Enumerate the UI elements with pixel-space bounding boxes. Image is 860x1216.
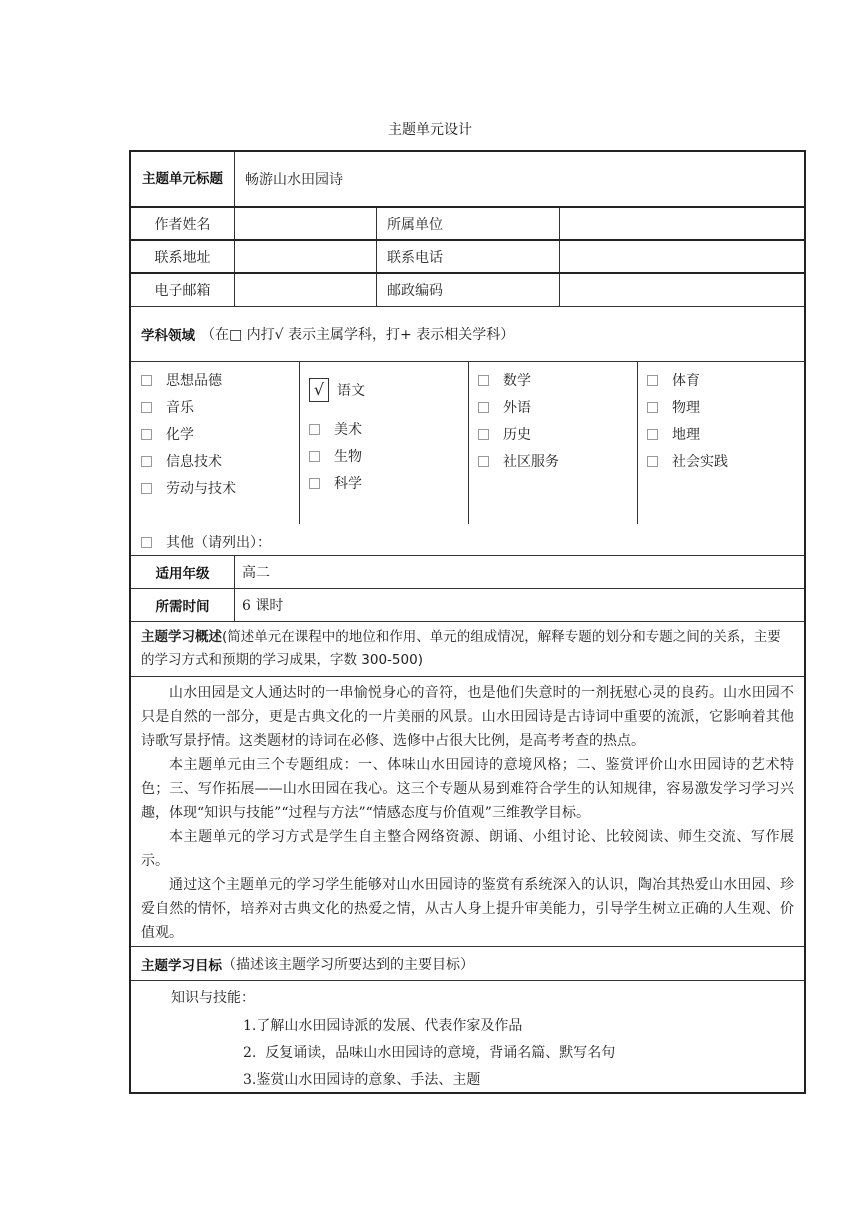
phone-label: 联系电话: [377, 241, 560, 272]
subject-checkbox-shuxue[interactable]: 数学: [478, 368, 531, 392]
subject-checkbox-shengwu[interactable]: 生物: [309, 444, 362, 468]
subject-checkbox-tiyu[interactable]: 体育: [647, 368, 700, 392]
overview-paragraph-1: 山水田园是文人通达时的一串愉悦身心的音符，也是他们失意时的一剂抚慰心灵的良药。山水田园不只是自然的一部分，更是古典文化的一片美丽的风景。山水田园诗是古诗词中重要的流派，它影响着其他诗歌写景抒情。这类题材的诗词在必修、选修中占很大比例，是高考考查的热点。: [141, 685, 794, 749]
unit-title-row: [131, 152, 804, 208]
subject-checkbox-huaxue[interactable]: 化学: [141, 422, 194, 446]
checkbox-icon: [309, 478, 320, 489]
checkbox-icon: [647, 375, 658, 386]
subject-checkbox-shequ[interactable]: 社区服务: [478, 449, 559, 473]
design-form-table: [129, 150, 806, 1094]
subject-checkbox-wuli[interactable]: 物理: [647, 395, 700, 419]
email-value[interactable]: [235, 274, 377, 306]
overview-instructions: (简述单元在课程中的地位和作用、单元的组成情况，解释专题的划分和专题之间的关系，主要的学习方式和预期的学习成果，字数 300-500): [141, 629, 781, 668]
org-label: 所属单位: [377, 208, 560, 239]
checkbox-icon: [141, 429, 152, 440]
overview-body: [131, 677, 804, 947]
overview-paragraph-3: 本主题单元的学习方式是学生自主整合网络资源、朗诵、小组讨论、比较阅读、师生交流、写作展示。: [141, 829, 794, 869]
time-value: 6 课时: [242, 598, 284, 614]
subject-checkbox-sixiang[interactable]: 思想品德: [141, 368, 222, 392]
column-divider: [637, 362, 638, 524]
subject-checkbox-shehui[interactable]: 社会实践: [647, 449, 728, 473]
checkbox-icon: [141, 402, 152, 413]
postcode-label: 邮政编码: [377, 274, 560, 306]
goals-body: [131, 981, 804, 1092]
overview-label: 主题学习概述: [141, 629, 222, 645]
goals-label: 主题学习目标: [141, 957, 222, 974]
subject-area-header-row: [131, 307, 804, 362]
checkbox-icon: [647, 429, 658, 440]
checkbox-icon: [647, 456, 658, 467]
unit-title-label: 主题单元标题: [131, 152, 235, 206]
checkbox-icon: [141, 483, 152, 494]
subject-checkbox-xinxi[interactable]: 信息技术: [141, 449, 222, 473]
author-row: [131, 208, 804, 241]
column-divider: [299, 362, 300, 524]
goals-header: [131, 947, 804, 980]
overview-paragraph-2: 本主题单元由三个专题组成：一、体味山水田园诗的意境风格；二、鉴赏评价山水田园诗的艺术特色；三、写作拓展——山水田园在我心。这三个专题从易到难符合学生的认知规律，容易激发学习学习兴趣，体现“知识与技能”“过程与方法”“情感态度与价值观”三维教学目标。: [141, 757, 794, 821]
checkbox-icon: [141, 537, 152, 548]
subject-checkbox-waiyu[interactable]: 外语: [478, 395, 531, 419]
email-row: [131, 274, 804, 307]
author-label: 作者姓名: [131, 208, 235, 239]
checkbox-icon: [309, 424, 320, 435]
grade-label: 适用年级: [131, 556, 235, 588]
subject-checkbox-meishu[interactable]: 美术: [309, 417, 362, 441]
column-divider: [468, 362, 469, 524]
grade-value: 高二: [242, 565, 270, 581]
overview-header: [141, 626, 794, 672]
goals-header-row: [131, 947, 804, 981]
overview-header-row: [131, 622, 804, 677]
org-value[interactable]: [560, 208, 804, 239]
subject-checkbox-laodong[interactable]: 劳动与技术: [141, 476, 236, 500]
checkbox-icon: [478, 429, 489, 440]
time-row: [131, 589, 804, 622]
subject-checkbox-dili[interactable]: 地理: [647, 422, 700, 446]
time-label: 所需时间: [131, 589, 235, 621]
author-value[interactable]: [235, 208, 377, 239]
checkbox-icon: [478, 375, 489, 386]
address-value[interactable]: [235, 241, 377, 272]
goal-item-2: 2. 反复诵读，品味山水田园诗的意境，背诵名篇、默写名句: [243, 1045, 616, 1061]
checkbox-icon: [478, 402, 489, 413]
email-label: 电子邮箱: [131, 274, 235, 306]
subject-checkbox-kexue[interactable]: 科学: [309, 471, 362, 495]
address-label: 联系地址: [131, 241, 235, 272]
grade-row: [131, 556, 804, 589]
subject-checkbox-lishi[interactable]: 历史: [478, 422, 531, 446]
subject-area-label: 学科领域: [141, 328, 195, 344]
checkbox-icon: [478, 456, 489, 467]
checkbox-icon: [141, 456, 152, 467]
goals-instructions: （描述该主题学习所要达到的主要目标）: [222, 956, 474, 973]
checkbox-icon: [647, 402, 658, 413]
subject-area-header: [131, 307, 804, 361]
unit-title-value: 畅游山水田园诗: [245, 172, 343, 188]
document-title: 主题单元设计: [388, 122, 472, 138]
address-row: [131, 241, 804, 274]
subject-checkbox-block: [131, 362, 804, 556]
checkbox-icon: [309, 451, 320, 462]
checkbox-icon: [141, 375, 152, 386]
subject-area-instructions: （在□ 内打√ 表示主属学科，打+ 表示相关学科）: [201, 327, 515, 343]
knowledge-heading: 知识与技能：: [171, 990, 255, 1006]
overview-paragraph-4: 通过这个主题单元的学习学生能够对山水田园诗的鉴赏有系统深入的认识，陶冶其热爱山水田园、珍爱自然的情怀，培养对古典文化的热爱之情，从古人身上提升审美能力，引导学生树立正确的人生观、价值观。: [141, 877, 794, 941]
goal-item-3: 3.鉴赏山水田园诗的意象、手法、主题: [243, 1072, 481, 1088]
postcode-value[interactable]: [560, 274, 804, 306]
subject-checkbox-other[interactable]: 其他（请列出）：: [141, 530, 271, 554]
subject-checkbox-yuwen[interactable]: √ 语文: [309, 377, 365, 403]
phone-value[interactable]: [560, 241, 804, 272]
goal-item-1: 1.了解山水田园诗派的发展、代表作家及作品: [243, 1018, 523, 1034]
subject-checkbox-yinyue[interactable]: 音乐: [141, 395, 194, 419]
checkmark-box-icon: √: [309, 378, 329, 402]
